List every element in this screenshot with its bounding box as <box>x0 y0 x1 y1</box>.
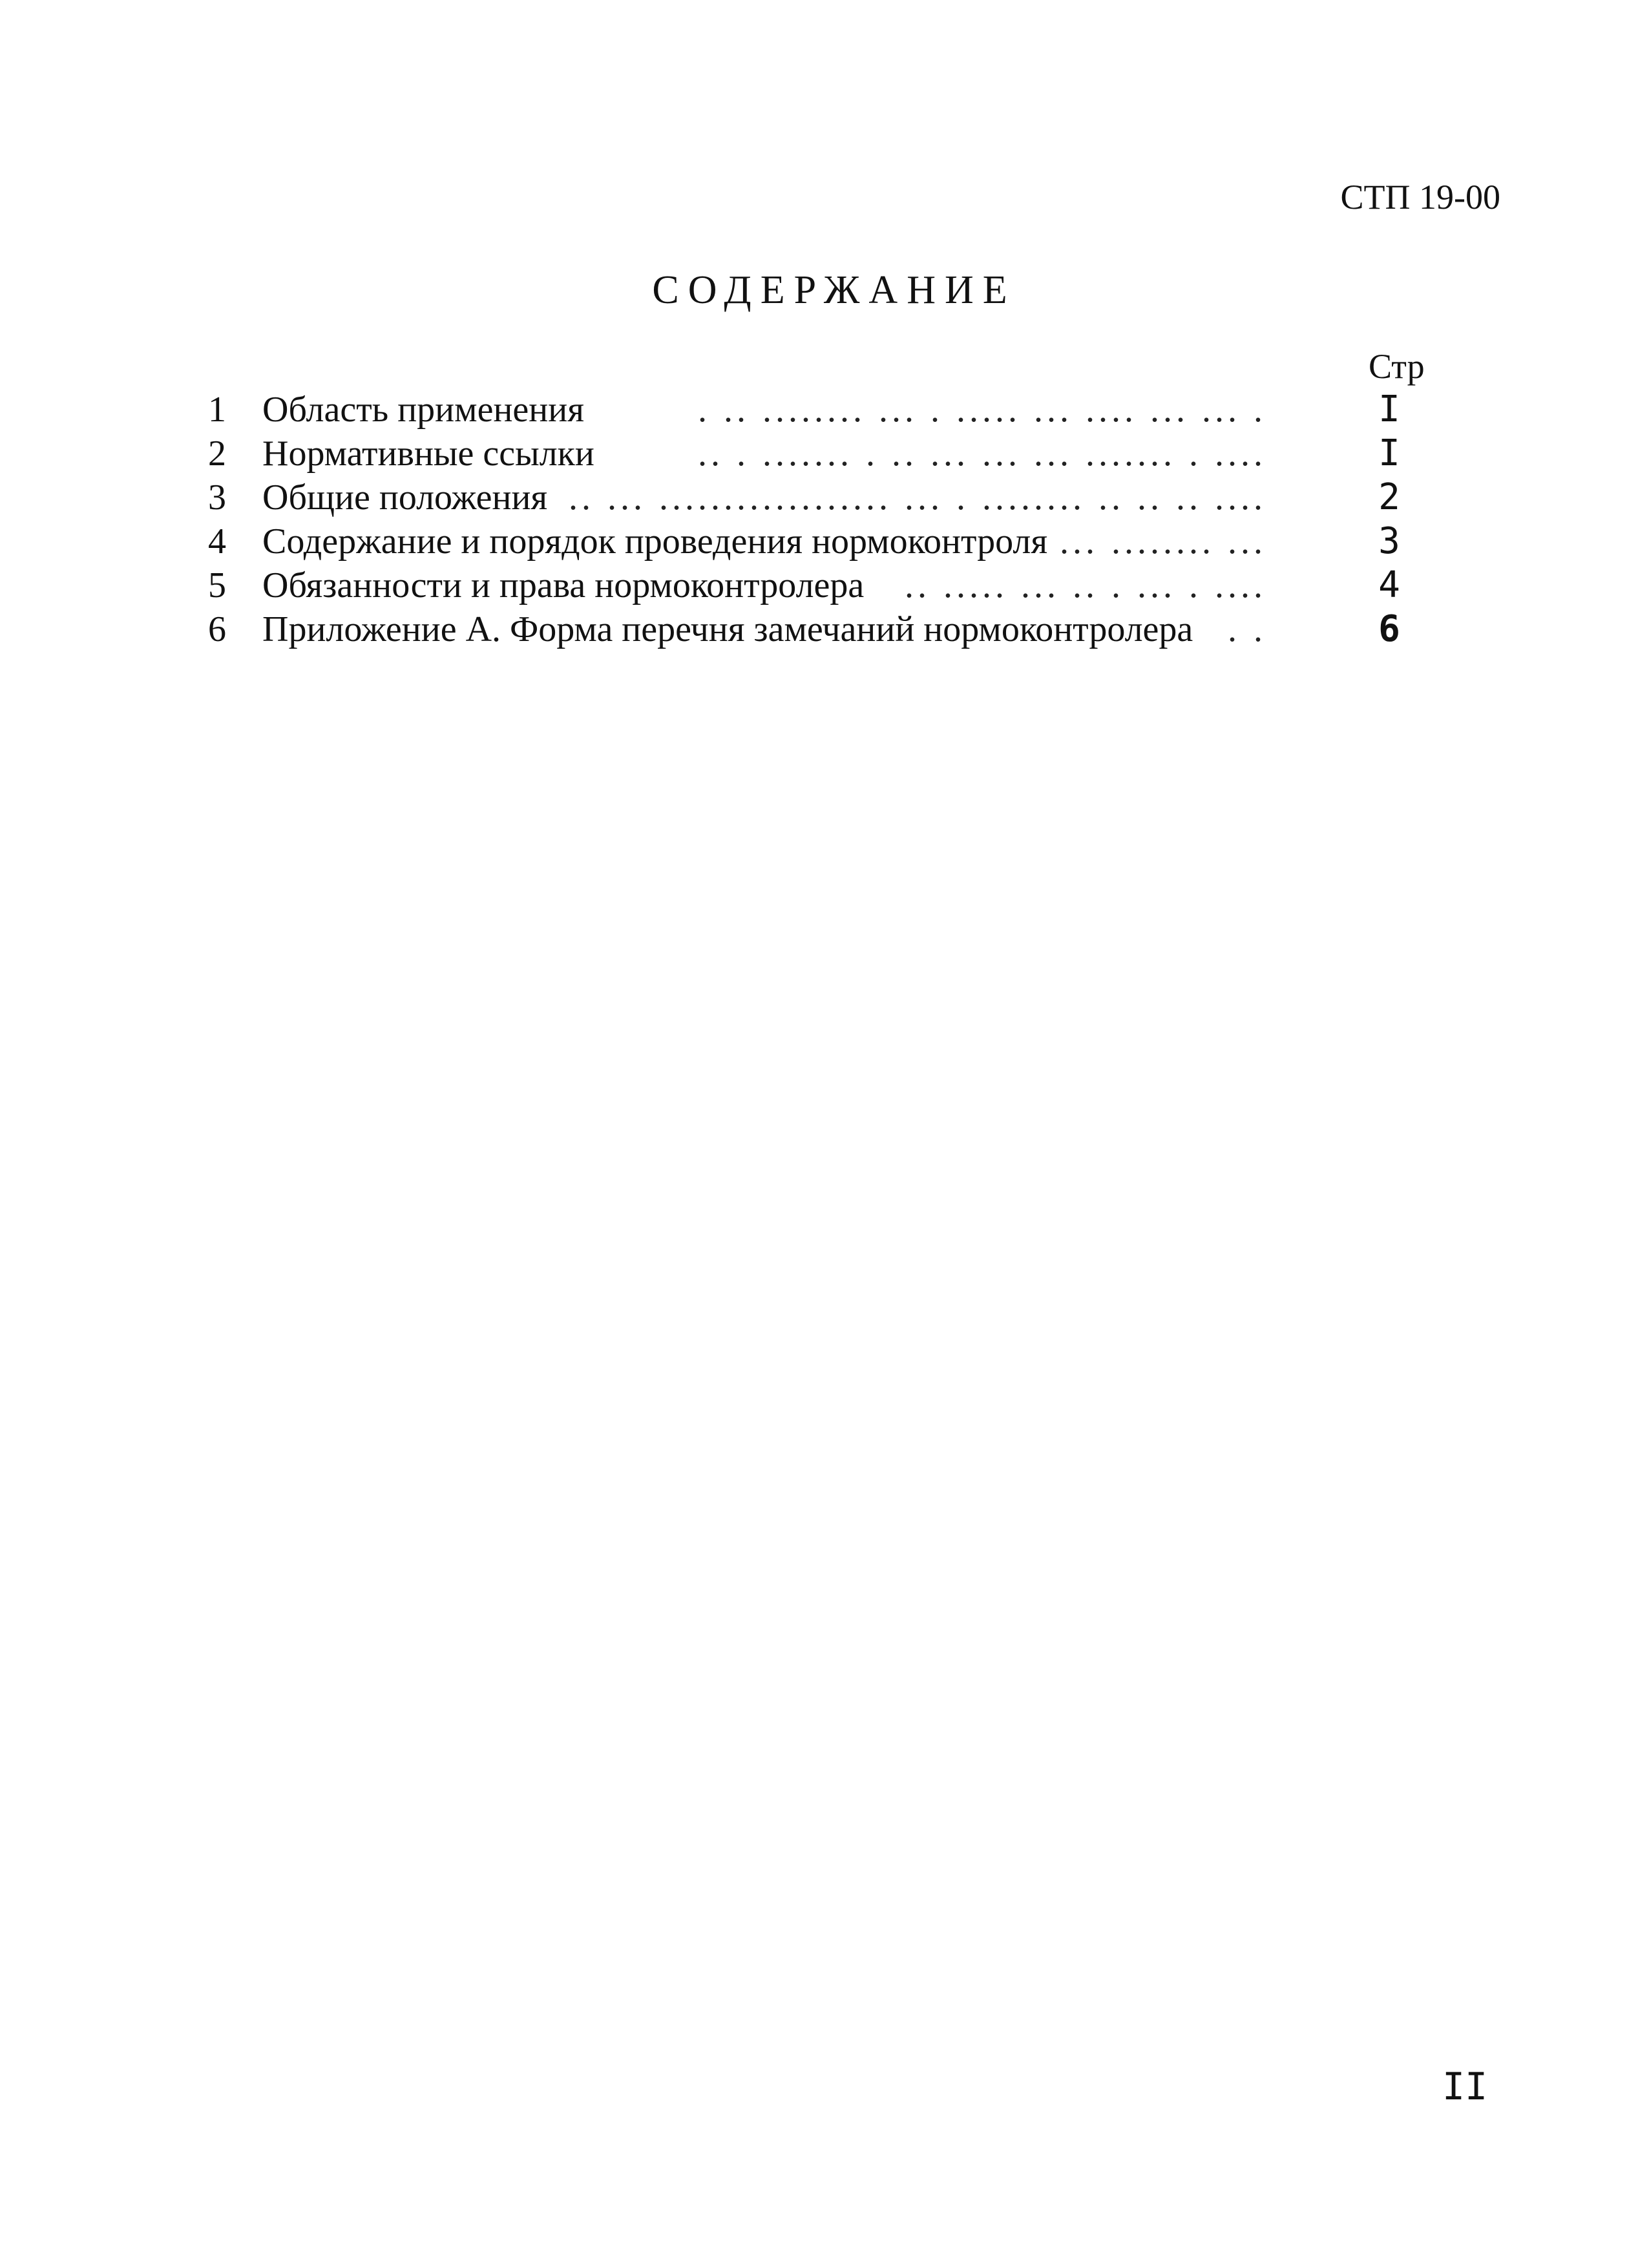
toc-entry-page: 4 <box>1378 564 1400 606</box>
page-number: II <box>1442 2064 1487 2108</box>
toc-entry-title: Область применения <box>262 390 584 430</box>
toc-entry-5 <box>194 563 1460 607</box>
toc-entry-4 <box>194 520 1460 563</box>
toc-entry-title: Приложение А. Форма перечня замечаний нормоконтролера <box>262 609 1193 649</box>
toc-entry-number: 2 <box>208 434 226 474</box>
page-column-label: Стр <box>1369 347 1425 386</box>
toc-entry-1 <box>194 388 1460 432</box>
toc-entry-page: I <box>1378 388 1400 430</box>
toc-entry-leader-dots: ... ........ ... <box>1060 521 1266 562</box>
toc-entry-number: 1 <box>208 390 226 430</box>
toc-entry-title: Содержание и порядок проведения нормоконтроля <box>262 521 1048 562</box>
toc-heading: СОДЕРЖАНИЕ <box>652 268 1016 312</box>
toc-entry-leader-dots: .. ..... ... .. . ... . .... <box>905 565 1266 605</box>
toc-entry-number: 3 <box>208 478 226 518</box>
toc-entry-page: 6 <box>1378 608 1400 650</box>
toc-entry-page: I <box>1378 432 1400 474</box>
toc-entry-number: 6 <box>208 609 226 649</box>
toc-entry-page: 3 <box>1378 520 1400 562</box>
toc-entry-6 <box>194 607 1460 651</box>
toc-list <box>194 388 1460 651</box>
toc-entry-leader-dots: .. ... .................. ... . ........ .. .. .. .... <box>569 478 1266 518</box>
toc-entry-title: Нормативные ссылки <box>262 434 594 474</box>
toc-entry-number: 5 <box>208 565 226 605</box>
toc-entry-leader-dots: . . <box>1228 609 1266 649</box>
toc-entry-title: Общие положения <box>262 478 548 518</box>
toc-entry-number: 4 <box>208 521 226 562</box>
toc-entry-leader-dots: . .. ........ ... . ..... ... .... ... ... . <box>698 390 1266 430</box>
document-code: СТП 19-00 <box>1340 178 1500 216</box>
toc-entry-page: 2 <box>1378 476 1400 518</box>
toc-entry-2 <box>194 432 1460 476</box>
toc-entry-3 <box>194 476 1460 520</box>
toc-entry-leader-dots: .. . ....... . .. ... ... ... ....... . .... <box>698 434 1266 474</box>
toc-entry-title: Обязанности и права нормоконтролера <box>262 565 865 605</box>
